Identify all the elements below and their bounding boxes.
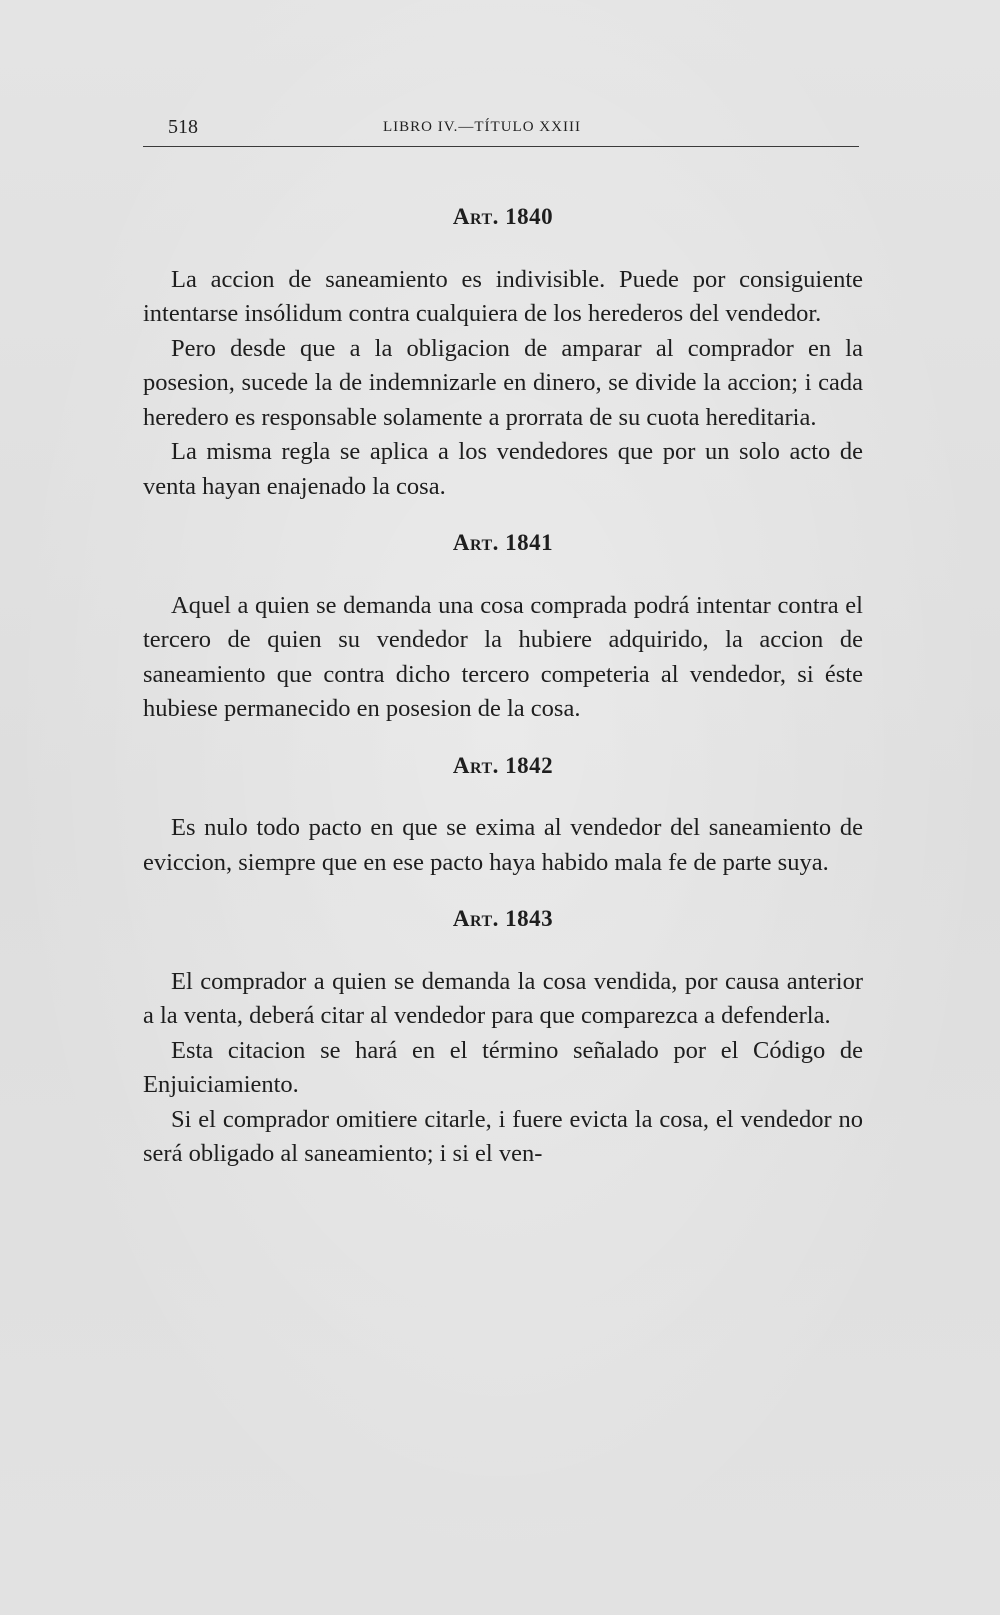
article-paragraph: La misma regla se aplica a los vendedores que por un solo acto de venta hayan enajenado la cosa. (143, 438, 863, 500)
article-paragraph: Aquel a quien se demanda una cosa comprada podrá intentar contra el tercero de quien su vendedor la hubiere adquirido, la accion de saneamiento que contra dicho tercero competeria al vendedor, si éste hubiese permanecido en posesion de la cosa. (143, 591, 863, 722)
article-paragraph: La accion de saneamiento es indivisible. Puede por consiguiente intentarse insólidum contra cualquiera de los herederos del vendedor. (143, 265, 863, 327)
article-1842 (143, 749, 863, 881)
article-paragraph: Pero desde que a la obligacion de amparar al comprador en la posesion, sucede la de indemnizarle en dinero, se divide la accion; i cada heredero es responsable solamente a prorrata de su cuota hereditaria. (143, 334, 863, 431)
article-heading: Art. 1842 (452, 752, 554, 778)
article-paragraph: Es nulo todo pacto en que se exima al vendedor del saneamiento de eviccion, siempre que en ese pacto haya habido mala fe de parte suya. (143, 814, 863, 876)
article-paragraph: Esta citacion se hará en el término señalado por el Código de Enjuiciamiento. (143, 1036, 863, 1098)
page-header (143, 114, 859, 147)
article-1841 (143, 526, 863, 727)
article-heading: Art. 1843 (452, 906, 554, 931)
article-1843 (143, 902, 863, 1172)
page-number: 518 (168, 116, 198, 138)
article-paragraph: Si el comprador omitiere citarle, i fuere evicta la cosa, el vendedor no será obligado al saneamiento; i si el ven- (143, 1105, 863, 1167)
article-heading: Art. 1840 (452, 204, 554, 229)
page-body (143, 200, 863, 1172)
article-1840 (143, 200, 863, 504)
article-heading: Art. 1841 (452, 530, 554, 555)
running-head: LIBRO IV.—TÍTULO XXIII (383, 119, 581, 135)
article-paragraph: El comprador a quien se demanda la cosa vendida, por causa anterior a la venta, deberá citar al vendedor para que comparezca a defenderla. (143, 967, 863, 1029)
